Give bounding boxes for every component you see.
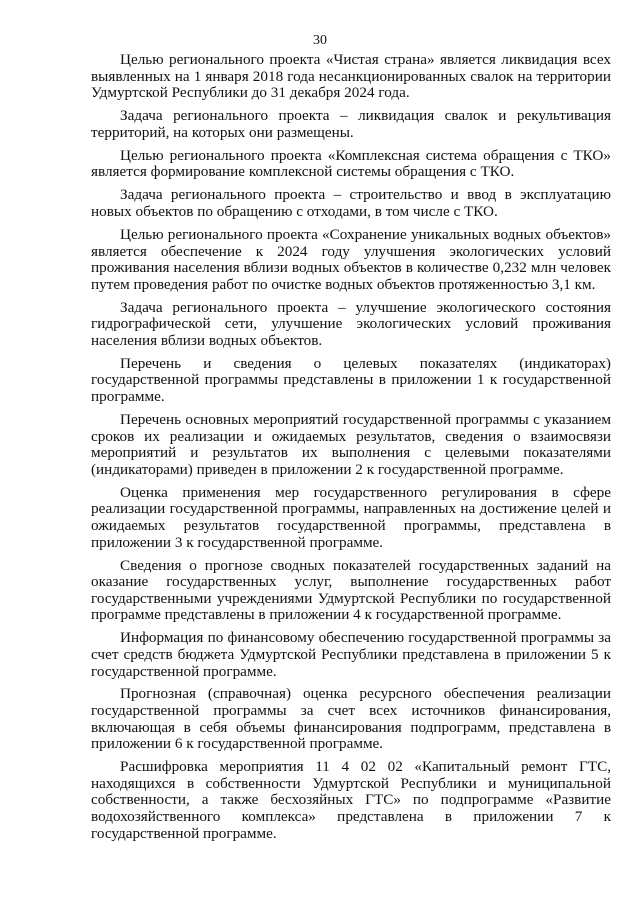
paragraph-appendix-7: Расшифровка мероприятия 11 4 02 02 «Капитальный ремонт ГТС, находящихся в собственности Удмуртской Республики и муниципальной собственности, а также бесхозяйных ГТС» по подпрограмме «Развитие водохозяйственного комплекса» представлена в приложении 7 к государственной программе.: [91, 758, 611, 842]
paragraph-clean-country-task: Задача регионального проекта – ликвидация свалок и рекультивация территорий, на которых они размещены.: [91, 107, 611, 141]
paragraph-waste-system-task: Задача регионального проекта – строительство и ввод в эксплуатацию новых объектов по обращению с отходами, в том числе с ТКО.: [91, 186, 611, 220]
page-number: 30: [313, 33, 327, 48]
paragraph-appendix-4: Сведения о прогнозе сводных показателей государственных заданий на оказание государственных услуг, выполнение государственных работ государственными учреждениями Удмуртской Республики по государственной программе представлены в приложении 4 к государственной программе.: [91, 556, 611, 624]
paragraph-water-objects-goal: Целью регионального проекта «Сохранение уникальных водных объектов» является обеспечение к 2024 году улучшения экологических условий проживания населения вблизи водных объектов в количестве 0,232 млн человек путем проведения работ по очистке водных объектов протяженностью 3,1 км.: [91, 225, 611, 293]
paragraph-appendix-5: Информация по финансовому обеспечению государственной программы за счет средств бюджета Удмуртской Республики представлена в приложении 5 к государственной программе.: [91, 629, 611, 680]
paragraph-appendix-2: Перечень основных мероприятий государственной программы с указанием сроков их реализации и ожидаемых результатов, сведения о взаимосвязи мероприятий и результатов их выполнения с целевыми показателями (индикаторами) приведен в приложении 2 к государственной программе.: [91, 411, 611, 478]
paragraph-clean-country-goal: Целью регионального проекта «Чистая страна» является ликвидация всех выявленных на 1 января 2018 года несанкционированных свалок на территории Удмуртской Республики до 31 декабря 2024 года.: [91, 51, 611, 102]
paragraph-water-objects-task: Задача регионального проекта – улучшение экологического состояния гидрографической сети, улучшение экологических условий проживания населения вблизи водных объектов.: [91, 298, 611, 349]
paragraph-appendix-1: Перечень и сведения о целевых показателях (индикаторах) государственной программы представлены в приложении 1 к государственной программе.: [91, 354, 611, 406]
paragraph-appendix-6: Прогнозная (справочная) оценка ресурсного обеспечения реализации государственной программы за счет всех источников финансирования, включающая в себя объемы финансирования подпрограмм, представлена в приложении 6 к государственной программе.: [91, 685, 611, 753]
document-body: [91, 52, 611, 849]
paragraph-appendix-3: Оценка применения мер государственного регулирования в сфере реализации государственной программы, направленных на достижение целей и ожидаемых результатов государственной программы, представлена в приложении 3 к государственной программе.: [91, 483, 611, 551]
paragraph-waste-system-goal: Целью регионального проекта «Комплексная система обращения с ТКО» является формирование комплексной системы обращения с ТКО.: [91, 146, 611, 181]
